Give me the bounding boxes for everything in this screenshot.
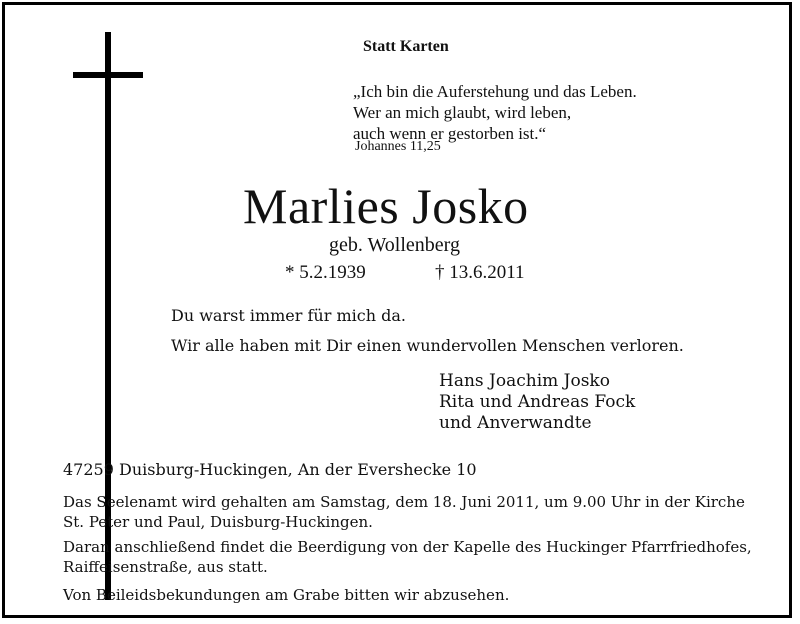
mourner-name: und Anverwandte xyxy=(439,413,592,433)
burial-details: Daran anschließend findet die Beerdigung von der Kapelle des Huckinger Pfarrfriedhofes, Raiffeisenstraße, aus statt. xyxy=(63,538,752,576)
service-details: Das Seelenamt wird gehalten am Samstag, dem 18. Juni 2011, um 9.00 Uhr in der Kirche St. Peter und Paul, Duisburg-Huckingen. xyxy=(63,493,745,531)
quote-line: auch wenn er gestorben ist.“ xyxy=(353,124,547,143)
quote-line: Wer an mich glaubt, wird leben, xyxy=(353,103,572,122)
quote-line: „Ich bin die Auferstehung und das Leben. xyxy=(353,82,637,101)
deceased-name: Marlies Josko xyxy=(243,178,529,234)
quote-reference: Johannes 11,25 xyxy=(355,139,441,154)
bible-quote xyxy=(353,81,637,144)
kicker-heading: Statt Karten xyxy=(363,38,449,55)
mourner-name: Rita und Andreas Fock xyxy=(439,392,636,412)
message-line: Du warst immer für mich da. xyxy=(171,306,406,325)
death-date: † 13.6.2011 xyxy=(435,262,525,283)
birth-date: * 5.2.1939 xyxy=(285,262,366,283)
mourners-list xyxy=(439,371,635,434)
family-address: 47259 Duisburg-Huckingen, An der Evershecke 10 xyxy=(63,460,477,479)
cross-icon-bar xyxy=(73,72,143,78)
mourner-name: Hans Joachim Josko xyxy=(439,371,610,391)
obituary-card xyxy=(2,2,792,618)
message-line: Wir alle haben mit Dir einen wundervollen Menschen verloren. xyxy=(171,336,684,355)
maiden-name: geb. Wollenberg xyxy=(329,234,460,256)
condolence-note: Von Beileidsbekundungen am Grabe bitten wir abzusehen. xyxy=(63,586,510,604)
